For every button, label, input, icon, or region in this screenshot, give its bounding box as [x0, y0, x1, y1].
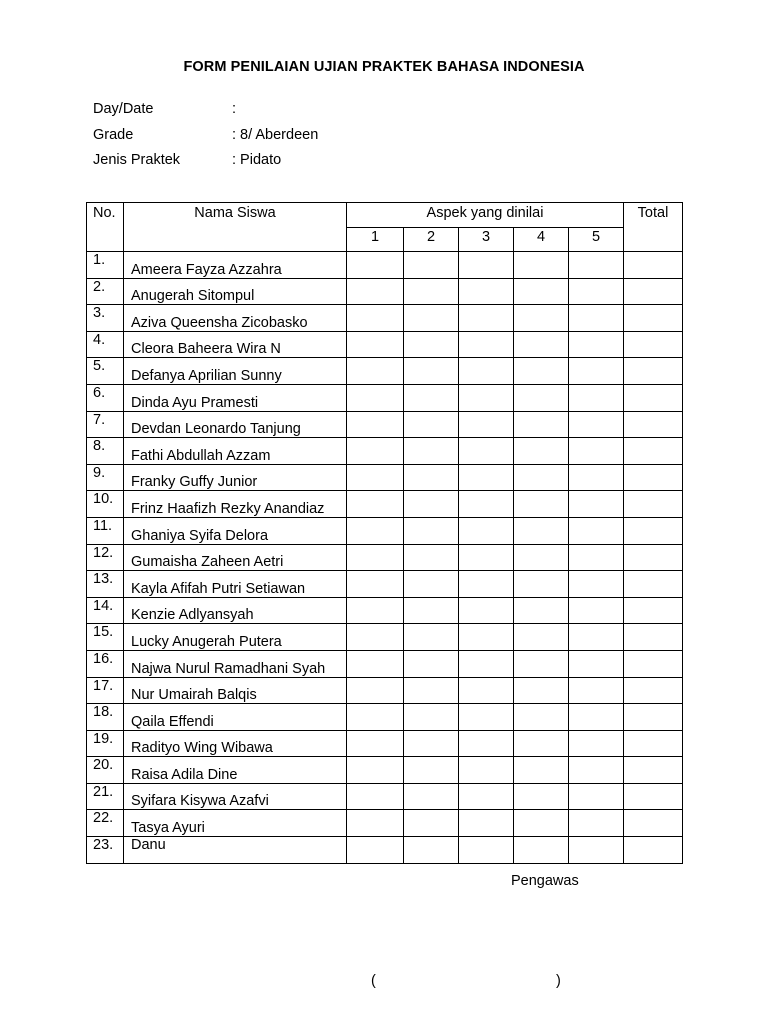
score-cell-aspek-3 [459, 650, 514, 677]
score-cell-aspek-5 [569, 624, 624, 651]
signature-paren-open: ( [371, 973, 376, 989]
score-cell-aspek-2 [404, 837, 459, 864]
score-cell-aspek-4 [514, 704, 569, 731]
header-aspek-3: 3 [459, 228, 514, 252]
score-cell-aspek-1 [347, 650, 404, 677]
student-name: Lucky Anugerah Putera [124, 624, 347, 651]
student-name: Ameera Fayza Azzahra [124, 252, 347, 279]
score-cell-aspek-5 [569, 757, 624, 784]
header-nama-siswa: Nama Siswa [124, 203, 347, 252]
table-row [87, 305, 683, 332]
table-row [87, 358, 683, 385]
table-row [87, 464, 683, 491]
score-cell-aspek-5 [569, 358, 624, 385]
row-number: 21. [87, 783, 124, 810]
student-name: Franky Guffy Junior [124, 464, 347, 491]
student-name: Qaila Effendi [124, 704, 347, 731]
total-cell [624, 305, 683, 332]
student-name: Anugerah Sitompul [124, 278, 347, 305]
score-cell-aspek-3 [459, 278, 514, 305]
score-cell-aspek-2 [404, 544, 459, 571]
score-cell-aspek-4 [514, 810, 569, 837]
student-name: Aziva Queensha Zicobasko [124, 305, 347, 332]
score-cell-aspek-5 [569, 810, 624, 837]
score-cell-aspek-3 [459, 384, 514, 411]
table-row [87, 810, 683, 837]
score-cell-aspek-3 [459, 837, 514, 864]
meta-label: Day/Date [93, 101, 154, 117]
score-cell-aspek-3 [459, 358, 514, 385]
score-cell-aspek-4 [514, 624, 569, 651]
student-name: Ghaniya Syifa Delora [124, 517, 347, 544]
table-body [87, 252, 683, 864]
score-cell-aspek-2 [404, 650, 459, 677]
student-name: Syifara Kisywa Azafvi [124, 783, 347, 810]
score-cell-aspek-2 [404, 810, 459, 837]
score-cell-aspek-2 [404, 384, 459, 411]
score-cell-aspek-1 [347, 783, 404, 810]
score-cell-aspek-3 [459, 624, 514, 651]
score-cell-aspek-4 [514, 544, 569, 571]
student-name: Najwa Nurul Ramadhani Syah [124, 650, 347, 677]
score-cell-aspek-5 [569, 783, 624, 810]
score-cell-aspek-2 [404, 624, 459, 651]
row-number: 4. [87, 331, 124, 358]
score-cell-aspek-4 [514, 331, 569, 358]
score-cell-aspek-1 [347, 411, 404, 438]
meta-value: : 8/ Aberdeen [232, 127, 319, 143]
student-name: Kayla Afifah Putri Setiawan [124, 571, 347, 598]
header-aspek-1: 1 [347, 228, 404, 252]
score-cell-aspek-5 [569, 650, 624, 677]
score-cell-aspek-1 [347, 305, 404, 332]
row-number: 1. [87, 252, 124, 279]
table-row [87, 411, 683, 438]
row-number: 20. [87, 757, 124, 784]
total-cell [624, 810, 683, 837]
score-cell-aspek-1 [347, 464, 404, 491]
score-cell-aspek-4 [514, 517, 569, 544]
score-cell-aspek-4 [514, 464, 569, 491]
score-cell-aspek-5 [569, 677, 624, 704]
row-number: 13. [87, 571, 124, 598]
header-aspek-4: 4 [514, 228, 569, 252]
score-cell-aspek-3 [459, 597, 514, 624]
score-cell-aspek-4 [514, 650, 569, 677]
table-row [87, 677, 683, 704]
score-cell-aspek-5 [569, 837, 624, 864]
score-cell-aspek-4 [514, 491, 569, 518]
total-cell [624, 650, 683, 677]
score-cell-aspek-2 [404, 252, 459, 279]
row-number: 5. [87, 358, 124, 385]
score-cell-aspek-5 [569, 597, 624, 624]
score-cell-aspek-2 [404, 411, 459, 438]
total-cell [624, 677, 683, 704]
score-cell-aspek-1 [347, 624, 404, 651]
table-row [87, 704, 683, 731]
table-row [87, 783, 683, 810]
row-number: 14. [87, 597, 124, 624]
score-cell-aspek-5 [569, 438, 624, 465]
score-cell-aspek-5 [569, 384, 624, 411]
score-cell-aspek-3 [459, 544, 514, 571]
student-name: Fathi Abdullah Azzam [124, 438, 347, 465]
score-cell-aspek-1 [347, 331, 404, 358]
total-cell [624, 783, 683, 810]
row-number: 12. [87, 544, 124, 571]
row-number: 11. [87, 517, 124, 544]
table-row [87, 757, 683, 784]
row-number: 10. [87, 491, 124, 518]
score-cell-aspek-2 [404, 278, 459, 305]
student-name: Dinda Ayu Pramesti [124, 384, 347, 411]
table-row [87, 730, 683, 757]
score-cell-aspek-2 [404, 438, 459, 465]
table-row [87, 491, 683, 518]
score-cell-aspek-3 [459, 464, 514, 491]
score-cell-aspek-3 [459, 411, 514, 438]
page-title: FORM PENILAIAN UJIAN PRAKTEK BAHASA INDONESIA [183, 59, 585, 75]
score-cell-aspek-2 [404, 730, 459, 757]
score-cell-aspek-3 [459, 677, 514, 704]
total-cell [624, 624, 683, 651]
score-cell-aspek-5 [569, 730, 624, 757]
total-cell [624, 331, 683, 358]
score-cell-aspek-4 [514, 783, 569, 810]
score-cell-aspek-1 [347, 544, 404, 571]
score-cell-aspek-1 [347, 677, 404, 704]
table-row [87, 624, 683, 651]
score-cell-aspek-3 [459, 704, 514, 731]
total-cell [624, 278, 683, 305]
header-aspek-2: 2 [404, 228, 459, 252]
score-cell-aspek-2 [404, 783, 459, 810]
total-cell [624, 757, 683, 784]
total-cell [624, 730, 683, 757]
student-name: Gumaisha Zaheen Aetri [124, 544, 347, 571]
score-cell-aspek-3 [459, 305, 514, 332]
score-cell-aspek-3 [459, 331, 514, 358]
row-number: 8. [87, 438, 124, 465]
score-cell-aspek-2 [404, 571, 459, 598]
student-name: Raisa Adila Dine [124, 757, 347, 784]
student-name: Defanya Aprilian Sunny [124, 358, 347, 385]
student-name: Kenzie Adlyansyah [124, 597, 347, 624]
row-number: 17. [87, 677, 124, 704]
score-cell-aspek-2 [404, 597, 459, 624]
score-cell-aspek-2 [404, 358, 459, 385]
row-number: 19. [87, 730, 124, 757]
score-cell-aspek-1 [347, 438, 404, 465]
meta-label: Jenis Praktek [93, 152, 181, 168]
table-row [87, 597, 683, 624]
score-cell-aspek-5 [569, 571, 624, 598]
table-row [87, 571, 683, 598]
header-aspek-5: 5 [569, 228, 624, 252]
score-cell-aspek-2 [404, 677, 459, 704]
total-cell [624, 704, 683, 731]
header-no: No. [87, 203, 124, 252]
score-cell-aspek-4 [514, 438, 569, 465]
score-cell-aspek-1 [347, 704, 404, 731]
table-row [87, 517, 683, 544]
score-cell-aspek-5 [569, 491, 624, 518]
score-cell-aspek-3 [459, 757, 514, 784]
score-cell-aspek-4 [514, 571, 569, 598]
table-row [87, 331, 683, 358]
score-cell-aspek-1 [347, 571, 404, 598]
score-cell-aspek-1 [347, 517, 404, 544]
row-number: 22. [87, 810, 124, 837]
score-cell-aspek-4 [514, 305, 569, 332]
student-name: Frinz Haafizh Rezky Anandiaz [124, 491, 347, 518]
table-row [87, 837, 683, 864]
score-cell-aspek-5 [569, 305, 624, 332]
score-cell-aspek-3 [459, 438, 514, 465]
score-cell-aspek-3 [459, 571, 514, 598]
table-row [87, 252, 683, 279]
assessment-table [86, 202, 683, 864]
score-cell-aspek-5 [569, 411, 624, 438]
score-cell-aspek-3 [459, 810, 514, 837]
score-cell-aspek-2 [404, 331, 459, 358]
score-cell-aspek-4 [514, 597, 569, 624]
score-cell-aspek-4 [514, 358, 569, 385]
header-total: Total [624, 203, 683, 252]
score-cell-aspek-5 [569, 704, 624, 731]
score-cell-aspek-5 [569, 464, 624, 491]
score-cell-aspek-3 [459, 730, 514, 757]
total-cell [624, 837, 683, 864]
header-aspek: Aspek yang dinilai [347, 203, 624, 228]
student-name: Nur Umairah Balqis [124, 677, 347, 704]
score-cell-aspek-4 [514, 411, 569, 438]
total-cell [624, 517, 683, 544]
score-cell-aspek-5 [569, 544, 624, 571]
student-name: Danu [124, 837, 347, 864]
row-number: 6. [87, 384, 124, 411]
score-cell-aspek-1 [347, 252, 404, 279]
row-number: 3. [87, 305, 124, 332]
total-cell [624, 464, 683, 491]
score-cell-aspek-5 [569, 278, 624, 305]
score-cell-aspek-2 [404, 464, 459, 491]
score-cell-aspek-4 [514, 677, 569, 704]
score-cell-aspek-4 [514, 384, 569, 411]
score-cell-aspek-5 [569, 252, 624, 279]
table-row [87, 650, 683, 677]
score-cell-aspek-1 [347, 730, 404, 757]
total-cell [624, 544, 683, 571]
row-number: 9. [87, 464, 124, 491]
row-number: 18. [87, 704, 124, 731]
score-cell-aspek-1 [347, 597, 404, 624]
row-number: 15. [87, 624, 124, 651]
total-cell [624, 571, 683, 598]
score-cell-aspek-1 [347, 757, 404, 784]
score-cell-aspek-3 [459, 252, 514, 279]
student-name: Tasya Ayuri [124, 810, 347, 837]
total-cell [624, 411, 683, 438]
score-cell-aspek-5 [569, 331, 624, 358]
score-cell-aspek-4 [514, 252, 569, 279]
score-cell-aspek-3 [459, 783, 514, 810]
score-cell-aspek-4 [514, 730, 569, 757]
total-cell [624, 358, 683, 385]
score-cell-aspek-1 [347, 810, 404, 837]
meta-label: Grade [93, 127, 134, 143]
score-cell-aspek-2 [404, 704, 459, 731]
score-cell-aspek-3 [459, 517, 514, 544]
signature-paren-close: ) [556, 973, 561, 989]
score-cell-aspek-4 [514, 757, 569, 784]
score-cell-aspek-1 [347, 837, 404, 864]
row-number: 16. [87, 650, 124, 677]
score-cell-aspek-2 [404, 305, 459, 332]
score-cell-aspek-2 [404, 491, 459, 518]
table-row [87, 544, 683, 571]
table-row [87, 438, 683, 465]
total-cell [624, 384, 683, 411]
meta-value: : Pidato [232, 152, 282, 168]
pengawas-label: Pengawas [511, 873, 579, 889]
score-cell-aspek-5 [569, 517, 624, 544]
score-cell-aspek-4 [514, 278, 569, 305]
table-row [87, 278, 683, 305]
student-name: Radityo Wing Wibawa [124, 730, 347, 757]
score-cell-aspek-1 [347, 491, 404, 518]
row-number: 23. [87, 837, 124, 864]
score-cell-aspek-3 [459, 491, 514, 518]
total-cell [624, 491, 683, 518]
score-cell-aspek-1 [347, 278, 404, 305]
meta-value: : [232, 101, 237, 117]
row-number: 7. [87, 411, 124, 438]
score-cell-aspek-1 [347, 384, 404, 411]
table-row [87, 384, 683, 411]
total-cell [624, 438, 683, 465]
score-cell-aspek-4 [514, 837, 569, 864]
total-cell [624, 252, 683, 279]
row-number: 2. [87, 278, 124, 305]
student-name: Devdan Leonardo Tanjung [124, 411, 347, 438]
score-cell-aspek-1 [347, 358, 404, 385]
total-cell [624, 597, 683, 624]
score-cell-aspek-2 [404, 517, 459, 544]
score-cell-aspek-2 [404, 757, 459, 784]
student-name: Cleora Baheera Wira N [124, 331, 347, 358]
